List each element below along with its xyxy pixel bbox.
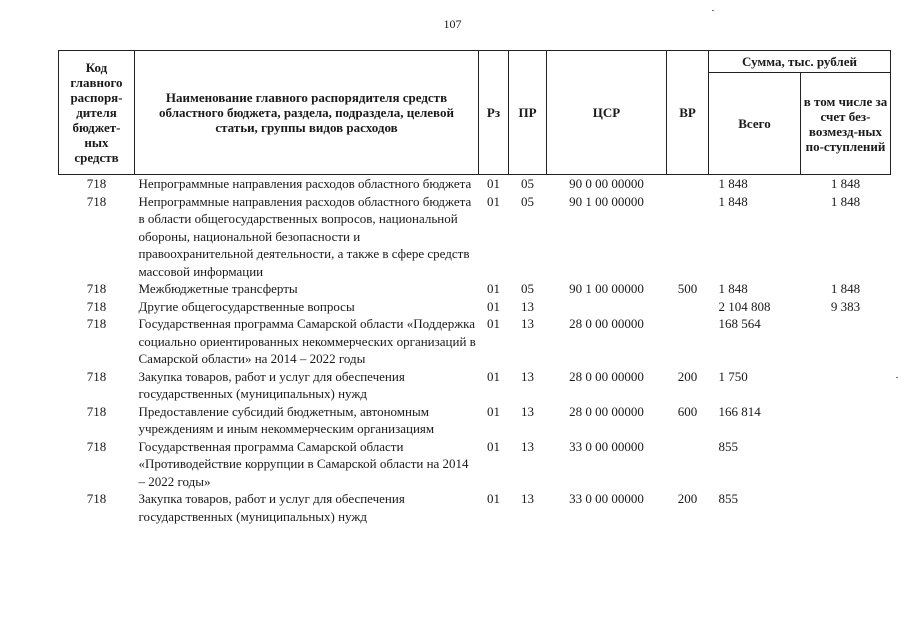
cell-total: 1 848 — [718, 176, 748, 191]
cell-code: 718 — [86, 403, 107, 419]
cell-name: Межбюджетные трансферты — [138, 281, 298, 296]
cell-code: 718 — [86, 176, 107, 191]
cell-rz: 01 — [487, 176, 500, 191]
cell-name: Непрограммные направления расходов областного бюджета — [138, 176, 472, 191]
cell-code: 718 — [86, 298, 107, 314]
cell-code: 718 — [86, 281, 107, 296]
header-code: Код главного распоря-дителя бюджет-ных средств — [59, 51, 135, 175]
cell-pr: 13 — [521, 491, 534, 506]
header-sum: Сумма, тыс. рублей — [709, 51, 891, 73]
cell-rz: 01 — [487, 491, 500, 506]
cell-total: 1 750 — [718, 368, 748, 384]
cell-code: 718 — [86, 368, 107, 384]
header-free: в том числе за счет без-возмезд-ных по-ступлений — [801, 73, 891, 175]
cell-vr — [667, 315, 709, 368]
cell-csr: 33 0 00 00000 — [569, 491, 644, 506]
cell-total: 2 104 808 — [718, 298, 771, 314]
cell-rz: 01 — [487, 368, 500, 384]
cell-name: Непрограммные направления расходов областного бюджета в области общегосударственных вопросов, национальной обороны, национальной безопасности и правоохранительной деятельности, а также в сфере средств массовой информации — [138, 193, 472, 279]
cell-rz: 01 — [487, 316, 500, 331]
cell-code: 718 — [86, 491, 107, 506]
table-row — [59, 298, 891, 316]
table-body — [59, 175, 891, 526]
scan-speck — [896, 377, 898, 378]
cell-vr: 200 — [677, 368, 698, 384]
page-number: 107 — [443, 17, 462, 31]
cell-pr: 05 — [521, 281, 534, 296]
cell-pr: 13 — [521, 403, 534, 419]
cell-pr: 13 — [521, 438, 534, 454]
cell-pr: 13 — [521, 368, 534, 384]
table-row — [59, 315, 891, 368]
cell-total: 168 564 — [718, 316, 761, 331]
header-csr: ЦСР — [547, 51, 667, 175]
cell-vr — [667, 175, 709, 193]
cell-code: 718 — [86, 193, 107, 209]
cell-total: 855 — [718, 491, 738, 506]
cell-code: 718 — [86, 438, 107, 454]
table-row — [59, 175, 891, 193]
header-rz: Рз — [479, 51, 509, 175]
cell-free: 1 848 — [830, 176, 861, 191]
cell-rz: 01 — [487, 403, 500, 419]
cell-free — [801, 490, 891, 525]
cell-free — [801, 403, 891, 438]
cell-vr: 600 — [677, 403, 698, 419]
cell-csr: 33 0 00 00000 — [569, 438, 644, 454]
cell-vr — [667, 298, 709, 316]
cell-name: Закупка товаров, работ и услуг для обеспечения государственных (муниципальных) нужд — [138, 368, 405, 401]
table-row — [59, 403, 891, 438]
cell-csr: 90 1 00 00000 — [569, 281, 644, 296]
cell-pr: 05 — [521, 176, 534, 191]
cell-total: 1 848 — [718, 281, 748, 296]
cell-free: 9 383 — [830, 298, 861, 314]
budget-table — [58, 50, 891, 525]
scan-speck — [712, 10, 714, 11]
table-row — [59, 280, 891, 298]
table-row — [59, 490, 891, 525]
cell-total: 1 848 — [718, 193, 748, 209]
cell-name: Государственная программа Самарской области «Противодействие коррупции в Самарской области на 2014 – 2022 годы» — [138, 438, 469, 489]
cell-free: 1 848 — [830, 281, 861, 296]
cell-csr: 90 1 00 00000 — [569, 193, 644, 209]
table-header — [59, 51, 891, 175]
cell-vr: 500 — [677, 281, 698, 296]
cell-pr: 13 — [521, 316, 534, 331]
cell-name: Государственная программа Самарской области «Поддержка социально ориентированных некоммерческих организаций в Самарской области» на 2014 – 2022 годы — [138, 316, 476, 366]
cell-pr: 13 — [521, 298, 534, 314]
cell-free — [801, 438, 891, 491]
table-row — [59, 193, 891, 281]
cell-csr: 28 0 00 00000 — [569, 368, 644, 384]
header-name: Наименование главного распорядителя средств областного бюджета, раздела, подраздела, целевой статьи, группы видов расходов — [135, 51, 479, 175]
cell-pr: 05 — [521, 193, 534, 209]
cell-rz: 01 — [487, 193, 500, 209]
cell-vr — [667, 193, 709, 281]
header-vr: ВР — [667, 51, 709, 175]
cell-total: 855 — [718, 438, 738, 454]
cell-code: 718 — [86, 316, 107, 331]
cell-name: Другие общегосударственные вопросы — [138, 298, 355, 314]
cell-free: 1 848 — [830, 193, 861, 209]
cell-rz: 01 — [487, 281, 500, 296]
cell-total: 166 814 — [718, 403, 761, 419]
cell-csr: 28 0 00 00000 — [569, 316, 644, 331]
cell-vr: 200 — [677, 491, 698, 506]
cell-rz: 01 — [487, 298, 500, 314]
cell-rz: 01 — [487, 438, 500, 454]
cell-vr — [667, 438, 709, 491]
header-pr: ПР — [509, 51, 547, 175]
cell-name: Предоставление субсидий бюджетным, автономным учреждениям и иным некоммерческим организациям — [138, 403, 435, 436]
cell-csr — [547, 298, 667, 316]
cell-free — [801, 315, 891, 368]
table-row — [59, 438, 891, 491]
cell-csr: 28 0 00 00000 — [569, 403, 644, 419]
cell-name: Закупка товаров, работ и услуг для обеспечения государственных (муниципальных) нужд — [138, 491, 405, 524]
table-row — [59, 368, 891, 403]
cell-csr: 90 0 00 00000 — [569, 176, 644, 191]
header-total: Всего — [709, 73, 801, 175]
cell-free — [801, 368, 891, 403]
